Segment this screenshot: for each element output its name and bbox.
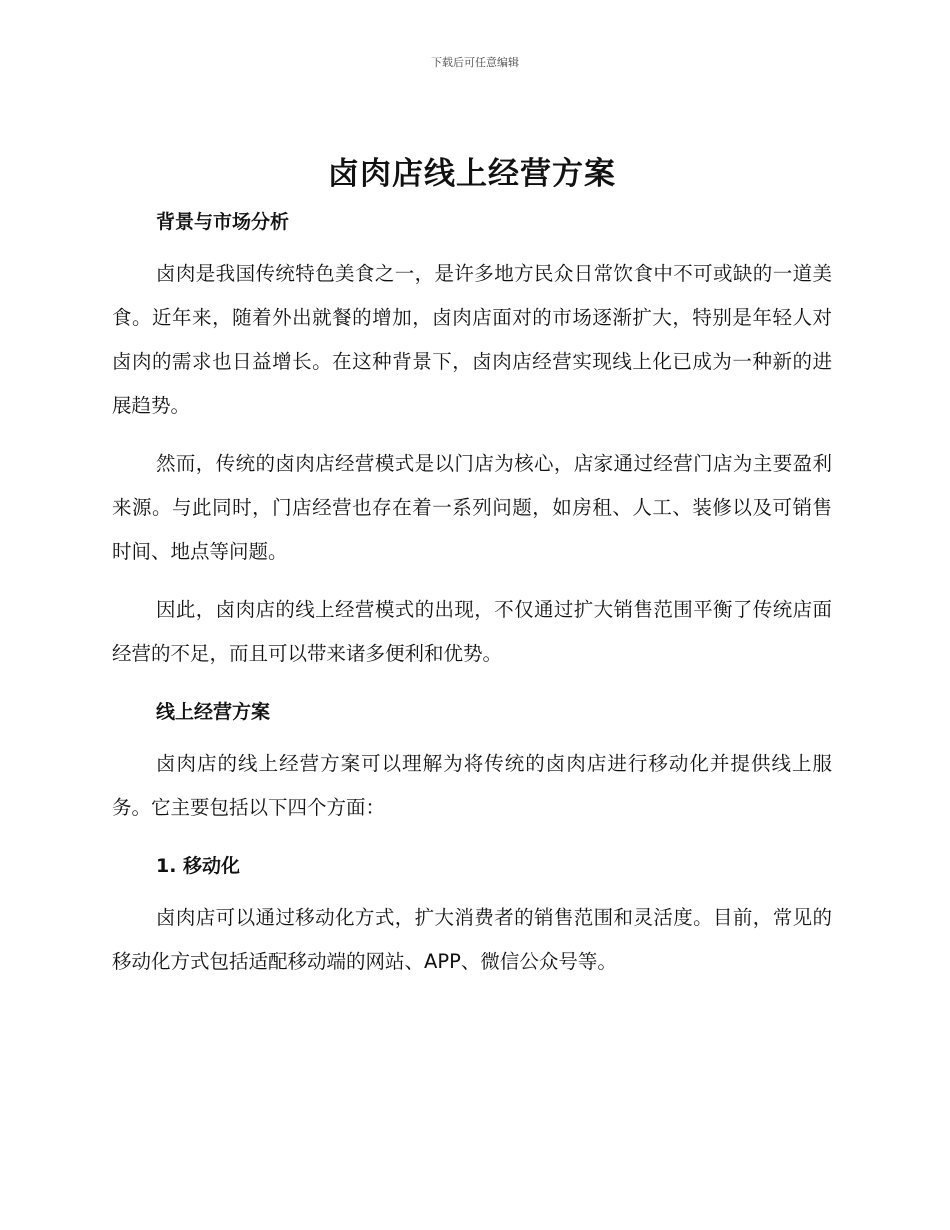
paragraph: 卤肉店可以通过移动化方式，扩大消费者的销售范围和灵活度。目前，常见的移动化方式包括适配移动端的网站、APP、微信公众号等。 <box>112 906 832 973</box>
document-title: 卤肉店线上经营方案 <box>328 156 616 192</box>
paragraph: 因此，卤肉店的线上经营模式的出现，不仅通过扩大销售范围平衡了传统店面经营的不足，而且可以带来诸多便利和优势。 <box>112 598 832 665</box>
paragraph: 卤肉店的线上经营方案可以理解为将传统的卤肉店进行移动化并提供线上服务。它主要包括以下四个方面： <box>112 752 832 819</box>
paragraph: 卤肉是我国传统特色美食之一，是许多地方民众日常饮食中不可或缺的一道美食。近年来，随着外出就餐的增加，卤肉店面对的市场逐渐扩大，特别是年轻人对卤肉的需求也日益增长。在这种背景下，卤肉店经营实现线上化已成为一种新的进展趋势。 <box>112 262 832 417</box>
paragraph: 然而，传统的卤肉店经营模式是以门店为核心，店家通过经营门店为主要盈利来源。与此同时，门店经营也存在着一系列问题，如房租、人工、装修以及可销售时间、地点等问题。 <box>112 452 832 563</box>
document-body <box>112 150 832 984</box>
section-heading-background: 背景与市场分析 <box>156 211 290 233</box>
page-header-note: 下载后可任意编辑 <box>431 56 519 69</box>
section-heading-online-plan: 线上经营方案 <box>156 701 271 723</box>
subsection-heading-mobile: 1. 移动化 <box>156 855 241 877</box>
